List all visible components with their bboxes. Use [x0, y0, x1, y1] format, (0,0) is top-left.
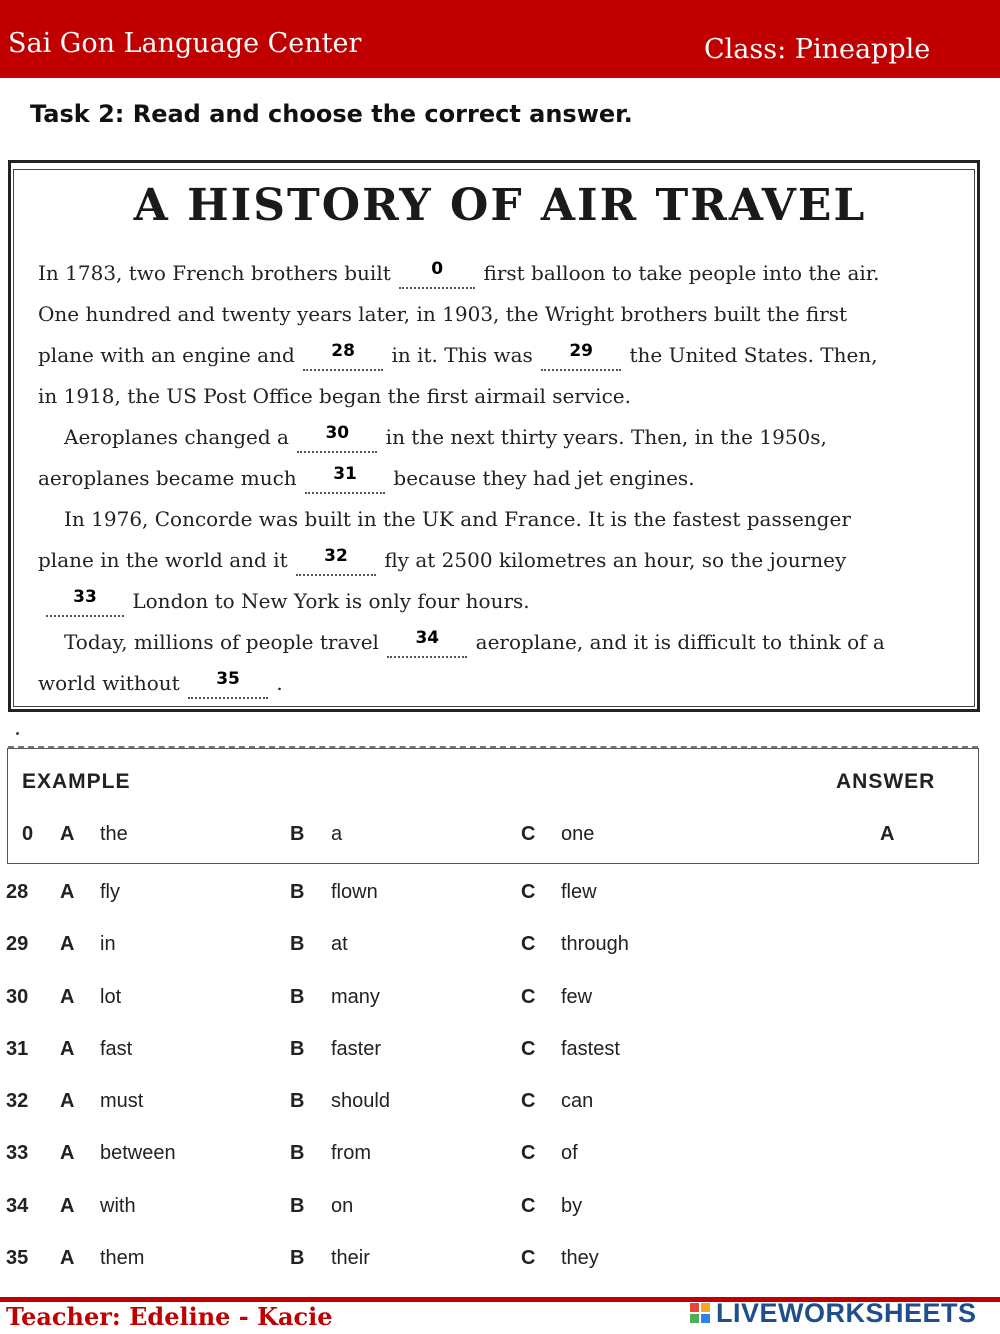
passage-text: One hundred and twenty years later, in 1903, the Wright brothers built the first: [38, 302, 848, 326]
question-row: [0, 872, 1000, 912]
question-row: [0, 1029, 1000, 1069]
option-c[interactable]: flew: [561, 881, 597, 903]
option-a[interactable]: fast: [100, 1038, 133, 1060]
option-a[interactable]: between: [100, 1142, 176, 1164]
passage-text: fly at 2500 kilometres an hour, so the journey: [384, 548, 847, 572]
option-letter-a: A: [60, 1090, 75, 1112]
option-letter-b: B: [290, 986, 305, 1008]
option-letter-a: A: [60, 1142, 75, 1164]
option-b[interactable]: many: [331, 986, 380, 1008]
option-letter-c: C: [521, 1090, 536, 1112]
passage-line: [44, 586, 530, 617]
gap-29: 29: [541, 343, 621, 371]
question-row: [0, 977, 1000, 1017]
option-letter-a: A: [60, 1038, 75, 1060]
option-letter-c: C: [521, 933, 536, 955]
option-letter-b: B: [290, 823, 305, 845]
answer-heading: ANSWER: [836, 770, 936, 793]
question-number: 35: [6, 1247, 29, 1269]
passage-text: aeroplanes became much: [38, 466, 297, 490]
option-c[interactable]: few: [561, 986, 593, 1008]
passage-text: in it. This was: [391, 343, 533, 367]
question-number: 29: [6, 933, 29, 955]
gap-32: 32: [296, 548, 376, 576]
option-c[interactable]: fastest: [561, 1038, 620, 1060]
question-number: 31: [6, 1038, 29, 1060]
question-row: [0, 924, 1000, 964]
question-row: [0, 1238, 1000, 1278]
question-number: 32: [6, 1090, 29, 1112]
option-letter-c: C: [521, 986, 536, 1008]
option-b[interactable]: flown: [331, 881, 378, 903]
passage-line: [38, 463, 695, 494]
passage-text: Today, millions of people travel: [64, 630, 379, 654]
passage-line: [38, 668, 283, 699]
passage-text: in the next thirty years. Then, in the 1950s,: [385, 425, 827, 449]
gap-28: 28: [303, 343, 383, 371]
passage-text: plane in the world and it: [38, 548, 288, 572]
option-a[interactable]: fly: [100, 881, 120, 903]
option-letter-a: A: [60, 823, 75, 845]
option-b[interactable]: faster: [331, 1038, 382, 1060]
option-letter-c: C: [521, 881, 536, 903]
passage-text: Aeroplanes changed a: [64, 425, 289, 449]
option-b[interactable]: should: [331, 1090, 390, 1112]
passage-text: world without: [38, 671, 180, 695]
gap-30: 30: [297, 425, 377, 453]
passage-text: In 1783, two French brothers built: [38, 261, 391, 285]
option-a[interactable]: lot: [100, 986, 122, 1008]
stray-dot: [16, 732, 19, 735]
passage-text: first balloon to take people into the air.: [483, 261, 880, 285]
passage-line: [38, 545, 846, 576]
logo-square: [701, 1314, 710, 1323]
option-letter-a: A: [60, 986, 75, 1008]
question-number: 30: [6, 986, 29, 1008]
logo-square: [690, 1303, 699, 1312]
passage-line: [64, 627, 885, 658]
passage-line: [64, 422, 827, 453]
question-number: 33: [6, 1142, 29, 1164]
passage-text: plane with an engine and: [38, 343, 295, 367]
option-b[interactable]: their: [331, 1247, 370, 1269]
option-letter-b: B: [290, 1038, 305, 1060]
brand-text: LIVEWORKSHEETS: [716, 1297, 977, 1328]
logo-square: [701, 1303, 710, 1312]
option-a: the: [100, 823, 128, 845]
example-heading: EXAMPLE: [22, 770, 131, 793]
option-letter-c: C: [521, 1247, 536, 1269]
gap-31: 31: [305, 466, 385, 494]
option-letter-a: A: [60, 881, 75, 903]
option-letter-c: C: [521, 1195, 536, 1217]
option-letter-b: B: [290, 1247, 305, 1269]
gap-0: 0: [399, 261, 475, 289]
question-number: 28: [6, 881, 29, 903]
passage-line: [38, 381, 631, 411]
question-row: [0, 1186, 1000, 1226]
option-b[interactable]: on: [331, 1195, 354, 1217]
option-a[interactable]: them: [100, 1247, 145, 1269]
option-letter-b: B: [290, 1142, 305, 1164]
option-letter-a: A: [60, 933, 75, 955]
passage-line: [38, 299, 847, 329]
gap-34: 34: [387, 630, 467, 658]
logo-square: [690, 1314, 699, 1323]
liveworksheets-logo-icon: [690, 1303, 710, 1323]
question-row: [0, 1133, 1000, 1173]
option-letter-b: B: [290, 1090, 305, 1112]
option-c[interactable]: by: [561, 1195, 583, 1217]
passage-line: [38, 258, 880, 289]
option-c[interactable]: can: [561, 1090, 594, 1112]
option-c[interactable]: of: [561, 1142, 578, 1164]
option-letter-a: A: [60, 1195, 75, 1217]
option-a[interactable]: with: [100, 1195, 136, 1217]
liveworksheets-brand[interactable]: [690, 1293, 977, 1333]
example-answer: A: [880, 823, 895, 845]
option-letter-c: C: [521, 1142, 536, 1164]
option-c[interactable]: they: [561, 1247, 599, 1269]
option-b[interactable]: from: [331, 1142, 371, 1164]
question-row: [0, 1081, 1000, 1121]
center-name: Sai Gon Language Center: [8, 28, 362, 59]
passage-text: aeroplane, and it is difficult to think of a: [475, 630, 885, 654]
passage-text: .: [276, 671, 283, 695]
question-number: 0: [22, 823, 34, 845]
question-number: 34: [6, 1195, 29, 1217]
teacher-name: Teacher: Edeline - Kacie: [6, 1302, 333, 1331]
option-c[interactable]: through: [561, 933, 629, 955]
gap-33: 33: [46, 589, 124, 617]
option-a[interactable]: in: [100, 933, 116, 955]
example-top-line: [8, 746, 978, 748]
passage-text: in 1918, the US Post Office began the first airmail service.: [38, 384, 631, 408]
option-b[interactable]: at: [331, 933, 348, 955]
passage-text: because they had jet engines.: [393, 466, 695, 490]
gap-35: 35: [188, 671, 268, 699]
option-letter-b: B: [290, 881, 305, 903]
option-letter-c: C: [521, 823, 536, 845]
option-letter-c: C: [521, 1038, 536, 1060]
passage-text: the United States. Then,: [629, 343, 878, 367]
example-row: [0, 814, 1000, 854]
option-letter-a: A: [60, 1247, 75, 1269]
class-name: Class: Pineapple: [704, 34, 931, 65]
option-b: a: [331, 823, 343, 845]
passage-title: A HISTORY OF AIR TRAVEL: [133, 180, 867, 231]
option-a[interactable]: must: [100, 1090, 144, 1112]
passage-text: London to New York is only four hours.: [132, 589, 530, 613]
passage-line: [64, 504, 851, 534]
option-c: one: [561, 823, 595, 845]
passage-line: [38, 340, 878, 371]
task-instruction: Task 2: Read and choose the correct answer.: [30, 100, 633, 128]
passage-text: In 1976, Concorde was built in the UK and France. It is the fastest passenger: [64, 507, 851, 531]
option-letter-b: B: [290, 1195, 305, 1217]
option-letter-b: B: [290, 933, 305, 955]
